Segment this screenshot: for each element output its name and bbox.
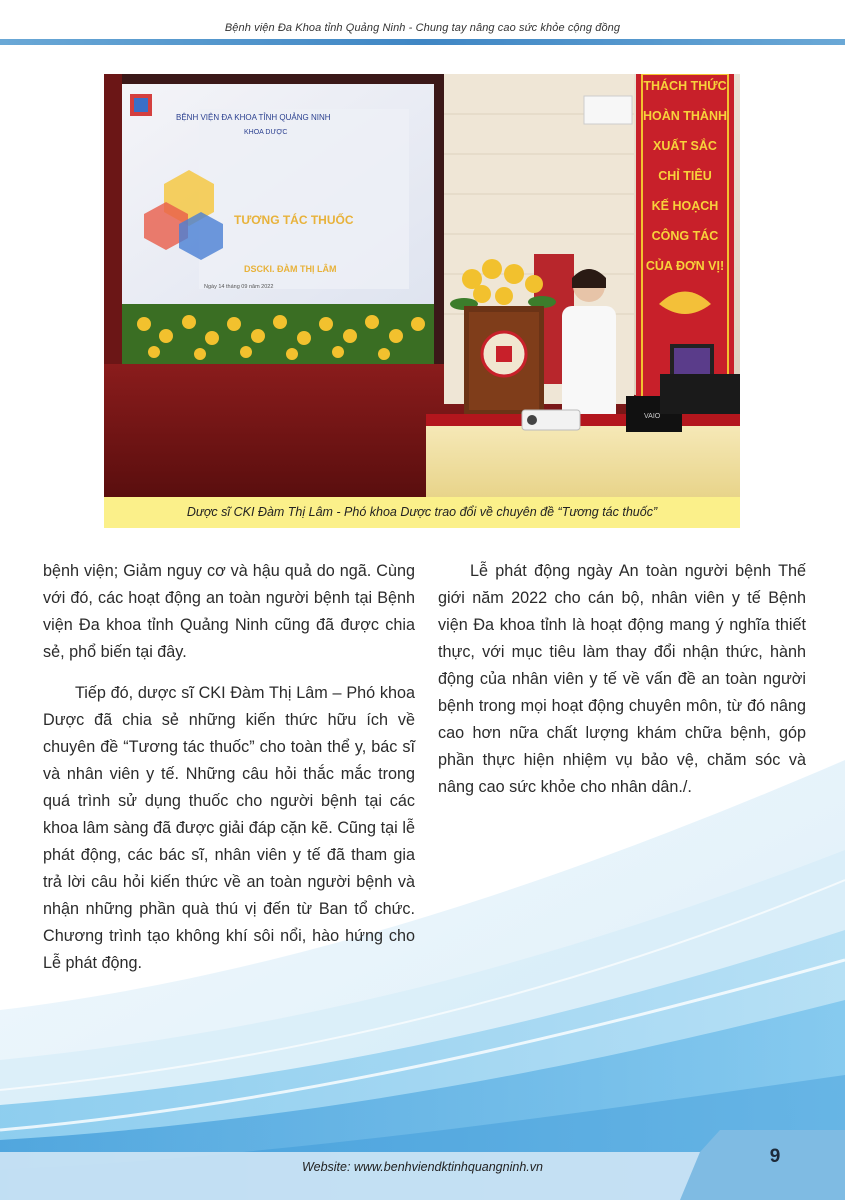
screen-line1: BỆNH VIỆN ĐA KHOA TỈNH QUẢNG NINH <box>176 113 331 122</box>
laptop-brand: VAIO <box>644 413 661 420</box>
banner-line-2: HOÀN THÀNH <box>642 109 728 123</box>
body-paragraph: Lễ phát động ngày An toàn người bệnh Thế giới năm 2022 cho cán bộ, nhân viên y tế Bệnh viện Đa khoa tỉnh là hoạt động mang ý nghĩa thiết thực, với mục tiêu làm thay đổi nhận thức, hành động của nhân viên y tế về vấn đề an toàn người bệnh trong mọi hoạt động chuyên môn, từ đó nâng cao hơn nữa chất lượng khám chữa bệnh, góp phần thực hiện nhiệm vụ bảo vệ, chăm sóc và nâng cao sức khỏe cho nhân dân./. <box>438 562 806 796</box>
banner-line-7: CỦA ĐƠN VỊ! <box>645 259 725 273</box>
body-column-right <box>438 558 806 801</box>
footer-website: Website: www.benhviendktinhquangninh.vn <box>302 1160 543 1174</box>
page-number: 9 <box>769 1146 781 1167</box>
event-photo-illustration <box>104 74 740 497</box>
body-paragraph: Tiếp đó, dược sĩ CKI Đàm Thị Lâm – Phó khoa Dược đã chia sẻ những kiến thức hữu ích về chuyên đề “Tương tác thuốc” cho toàn thể y, bác sĩ và nhân viên y tế. Những câu hỏi thắc mắc trong quá trình sử dụng thuốc cho người bệnh tại các khoa lâm sàng đã được giải đáp cặn kẽ. Cũng tại lễ phát động, các bác sĩ, nhân viên y tế đã tham gia trả lời câu hỏi kiến thức về an toàn người bệnh và nhận những phần quà thú vị đến từ Ban tổ chức. Chương trình tạo không khí sôi nổi, hào hứng cho Lễ phát động. <box>43 684 415 972</box>
banner-line-6: CÔNG TÁC <box>651 229 719 243</box>
screen-line2: KHOA DƯỢC <box>244 129 288 136</box>
banner-line-4: CHỈ TIÊU <box>658 169 712 183</box>
screen-presenter: DSCKI. ĐÀM THỊ LÂM <box>244 264 337 274</box>
photo-caption: Dược sĩ CKI Đàm Thị Lâm - Phó khoa Dược trao đổi về chuyên đề “Tương tác thuốc” <box>104 497 740 528</box>
banner-line-1: THÁCH THỨC <box>643 79 727 93</box>
banner-line-3: XUẤT SẮC <box>653 139 717 153</box>
header-rule <box>0 39 845 45</box>
body-column-left <box>43 558 415 977</box>
body-paragraph: bệnh viện; Giảm nguy cơ và hậu quả do ngã. Cùng với đó, các hoạt động an toàn người bệnh tại Bệnh viện Đa khoa tỉnh Quảng Ninh cũng đã được chia sẻ, phổ biến tại đây. <box>43 562 415 661</box>
running-header: Bệnh viện Đa Khoa tỉnh Quảng Ninh - Chung tay nâng cao sức khỏe cộng đồng <box>224 22 621 34</box>
banner-line-5: KẾ HOẠCH <box>651 199 719 213</box>
screen-date: Ngày 14 tháng 09 năm 2022 <box>204 284 274 290</box>
event-photo <box>104 74 740 497</box>
screen-title: TƯƠNG TÁC THUỐC <box>234 213 354 227</box>
